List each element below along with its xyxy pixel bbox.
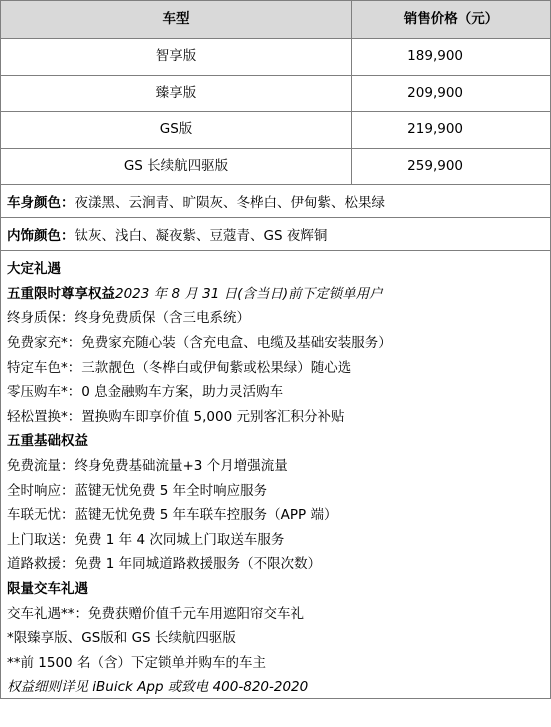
perk-text: 车联无忧：蓝键无忧免费 5 年车联车控服务（APP 端） xyxy=(7,507,338,524)
perk-line xyxy=(7,526,550,551)
section-heading xyxy=(7,427,550,452)
interior-color-label: 内饰颜色： xyxy=(7,228,75,244)
footnote xyxy=(7,673,550,698)
perk-line xyxy=(7,649,550,674)
price-cell: 189,900 xyxy=(407,48,463,64)
table-row xyxy=(1,76,550,113)
interior-color-value: 钛灰、浅白、凝夜紫、豆蔻青、GS 夜辉铜 xyxy=(74,228,328,244)
perk-text: *限臻享版、GS版和 GS 长续航四驱版 xyxy=(7,630,236,647)
perk-deadline: 2023 年 8 月 31 日(含当日)前下定锁单用户 xyxy=(115,285,383,302)
model-cell: 臻享版 xyxy=(1,76,352,112)
perk-line xyxy=(7,403,550,428)
interior-color-row xyxy=(1,218,550,251)
perk-text: 轻松置换*：置换购车即享价值 5,000 元别客汇积分补贴 xyxy=(7,408,345,425)
price-cell: 209,900 xyxy=(407,84,463,101)
body-color-label: 车身颜色： xyxy=(7,195,75,211)
perk-text: 免费家充*：免费家充随心装（含充电盒、电缆及基础安装服务） xyxy=(7,335,392,352)
perk-line xyxy=(7,501,550,526)
perk-line xyxy=(7,452,550,477)
perk-text: 零压购车*：0 息金融购车方案，助力灵活购车 xyxy=(7,384,284,401)
perk-text: 全时响应：蓝键无忧免费 5 年全时响应服务 xyxy=(7,482,268,499)
section-heading xyxy=(7,255,550,280)
perk-line xyxy=(7,304,550,329)
perk-text: 交车礼遇**：免费获赠价值千元车用遮阳帘交车礼 xyxy=(7,605,304,622)
perk-text: 特定车色*：三款靓色（冬桦白或伊甸紫或松果绿）随心选 xyxy=(7,359,352,376)
body-color-value: 夜漾黑、云涧青、旷陨灰、冬桦白、伊甸紫、松果绿 xyxy=(74,195,385,211)
perk-text: 五重基础权益 xyxy=(7,433,88,450)
perk-text: 免费流量：终身免费基础流量+3 个月增强流量 xyxy=(7,458,288,475)
table-row xyxy=(1,112,550,149)
perk-text: 终身质保：终身免费质保（含三电系统） xyxy=(7,310,250,327)
body-color-row xyxy=(1,185,550,218)
header-model: 车型 xyxy=(1,1,352,38)
perk-line xyxy=(7,624,550,649)
perk-line xyxy=(7,378,550,403)
perk-text: 道路救援：免费 1 年同城道路救援服务（不限次数） xyxy=(7,556,322,573)
perks-section xyxy=(1,251,550,698)
table-row xyxy=(1,39,550,76)
price-cell: 259,900 xyxy=(407,157,463,174)
model-cell: GS版 xyxy=(1,112,352,148)
table-row xyxy=(1,149,550,186)
perk-text: 限量交车礼遇 xyxy=(7,581,88,598)
perk-line xyxy=(7,329,550,354)
header-price: 销售价格（元） xyxy=(403,10,499,27)
section-heading xyxy=(7,575,550,600)
perk-text: 五重限时尊享权益 xyxy=(7,285,115,302)
perk-text: 权益细则详见 iBuick App 或致电 400-820-2020 xyxy=(7,679,309,696)
perk-text: **前 1500 名（含）下定锁单并购车的车主 xyxy=(7,654,266,671)
perk-text: 上门取送：免费 1 年 4 次同城上门取送车服务 xyxy=(7,531,285,548)
perk-line xyxy=(7,599,550,624)
perk-line xyxy=(7,550,550,575)
perk-line xyxy=(7,353,550,378)
perk-text: 大定礼遇 xyxy=(7,261,61,278)
price-cell: 219,900 xyxy=(407,121,463,137)
model-cell: 智享版 xyxy=(1,39,352,75)
section-heading xyxy=(7,280,550,305)
model-cell: GS 长续航四驱版 xyxy=(1,149,352,185)
table-header-row xyxy=(1,1,550,39)
perk-line xyxy=(7,476,550,501)
